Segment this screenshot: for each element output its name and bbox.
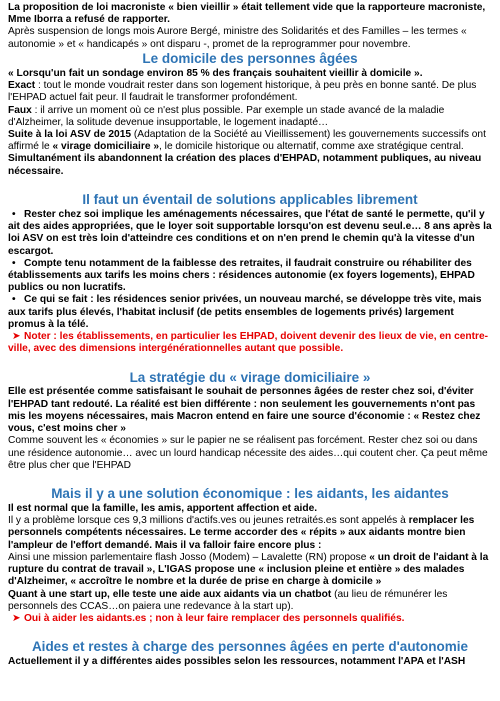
section-heading-strategie: La stratégie du « virage domiciliaire » bbox=[129, 369, 371, 385]
bullet-icon: • bbox=[12, 208, 16, 220]
section-heading-domicile: Le domicile des personnes âgées bbox=[142, 50, 358, 66]
section-heading-eventail: Il faut un éventail de solutions applicables librement bbox=[82, 191, 418, 207]
aides-paragraph: Actuellement il y a différentes aides possibles selon les ressources, notamment l'APA et l'ASH bbox=[8, 656, 466, 668]
bullet-icon: • bbox=[12, 294, 16, 306]
arrow-right-icon: ➤ bbox=[12, 331, 21, 343]
aidants-line-1: Il est normal que la famille, les amis, apportent affection et aide. bbox=[8, 503, 318, 514]
exact-paragraph: Exact : tout le monde voudrait rester dans son logement historique, à peu près en bonne santé. De plus l'EHPAD actuel fait peur. Il faudrait le transformer profondément. bbox=[8, 80, 477, 104]
faux-paragraph: Faux : il arrive un moment où ce n'est plus possible. Par exemple un stade avancé de la maladie d'Alzheimer, la solitude devenue insupportable, le logement inadapté… bbox=[8, 104, 445, 128]
arrow-right-icon: ➤ bbox=[12, 613, 21, 625]
aidants-line-3: Ainsi une mission parlementaire flash Josso (Modem) – Lavalette (RN) propose « un droit de l'aidant à la rupture du contrat de travail », L'IGAS propose une « inclusion pleine et entière » des malades d'Alzheimer, « accroître le nombre et la durée de prise en charge à domicile » bbox=[8, 551, 489, 588]
bullet-icon: • bbox=[12, 257, 16, 269]
bullet-rester-chez-soi: • Rester chez soi implique les aménagements nécessaires, que l'état de santé le permette, qu'il y ait des aides appropriées, que le loyer soit supportable lorsqu'on est devenu seul.e… 8 ans après la loi ASV on est très loin d'atteindre ces conditions et on n'en prend le chemin qu'à la vitesse d'un escargot. bbox=[8, 208, 492, 257]
sondage-quote: « Lorsqu'un fait un sondage environ 85 % des français souhaitent vieillir à domicile ». bbox=[8, 67, 423, 79]
section-heading-aides: Aides et restes à charge des personnes âgées en perte d'autonomie bbox=[31, 639, 469, 655]
note-etablissements: ➤ Noter : les établissements, en particulier les EHPAD, doivent devenir des lieux de vie, en centre-ville, avec des dimensions intergénérationnelles autant que possible. bbox=[8, 331, 489, 355]
strategie-plain-paragraph: Comme souvent les « économies » sur le papier ne se réalisent pas forcément. Rester chez soi ou dans une résidence autonomie… avec un lourd handicap nécessite des aides…qui coutent cher. Ça peut même être plus cher que l'EHPAD bbox=[8, 435, 488, 471]
bullet-ce-qui-se-fait: • Ce qui se fait : les résidences senior privées, un nouveau marché, se développe très vite, mais aux tarifs plus élevés, l'habitat inclusif (de petits ensembles de logements privés) largement promus à la télé. bbox=[8, 294, 482, 330]
aidants-line-2: Il y a problème lorsque ces 9,3 millions d'actifs.ves ou jeunes retraités.es sont appelés à remplacer les personnels compétents nécessaires. Le terme accorder des « répits » aux aidants montre bien l'ampleur de l'effort demandé. Mais il va falloir faire encore plus : bbox=[8, 515, 475, 551]
suite-paragraph: Suite à la loi ASV de 2015 (Adaptation de la Société au Vieillissement) les gouvernements successifs ont affirmé le « virage domiciliaire », le domicile historique ou alternatif, comme axe stratégique central. Simultanément ils abandonnent la création des places d'EHPAD, notamment publiques, au niveau nécessaire. bbox=[8, 128, 486, 177]
intro-line-2: Après suspension de longs mois Aurore Bergé, ministre des Solidarités et des Familles – les termes « autonomie » et « handicapés » ont disparu -, promet de la reprogrammer pour novembre. bbox=[8, 26, 467, 50]
section-heading-aidants: Mais il y a une solution économique : les aidants, les aidantes bbox=[51, 486, 449, 502]
note-aidants: ➤ Oui à aider les aidants.es ; non à leur faire remplacer des personnels qualifiés. bbox=[8, 613, 492, 625]
bullet-construire: • Compte tenu notamment de la faiblesse des retraites, il faudrait construire ou réhabiliter des établissements aux tarifs les moins chers : résidences autonomie (ex foyers logements), EHPAD publics ou non lucratifs. bbox=[8, 257, 475, 294]
aidants-line-4: Quant à une start up, elle teste une aide aux aidants via un chatbot (au lieu de rémunérer les personnels des CCAS…on paiera une redevance à la start up). bbox=[8, 588, 448, 612]
intro-line-1: La proposition de loi macroniste « bien vieillir » était tellement vide que la rapporteure macroniste, Mme Iborra a refusé de rapporter. bbox=[8, 2, 486, 26]
strategie-bold-paragraph: Elle est présentée comme satisfaisant le souhait de personnes âgées de rester chez soi, d'éviter l'EHPAD tant redouté. La réalité est bien différente : non seulement les gouvernements n'ont pas mis les moyens nécessaires, mais Macron entend en faire une source d'économie : « Restez chez vous, c'est moins cher » bbox=[8, 386, 481, 435]
